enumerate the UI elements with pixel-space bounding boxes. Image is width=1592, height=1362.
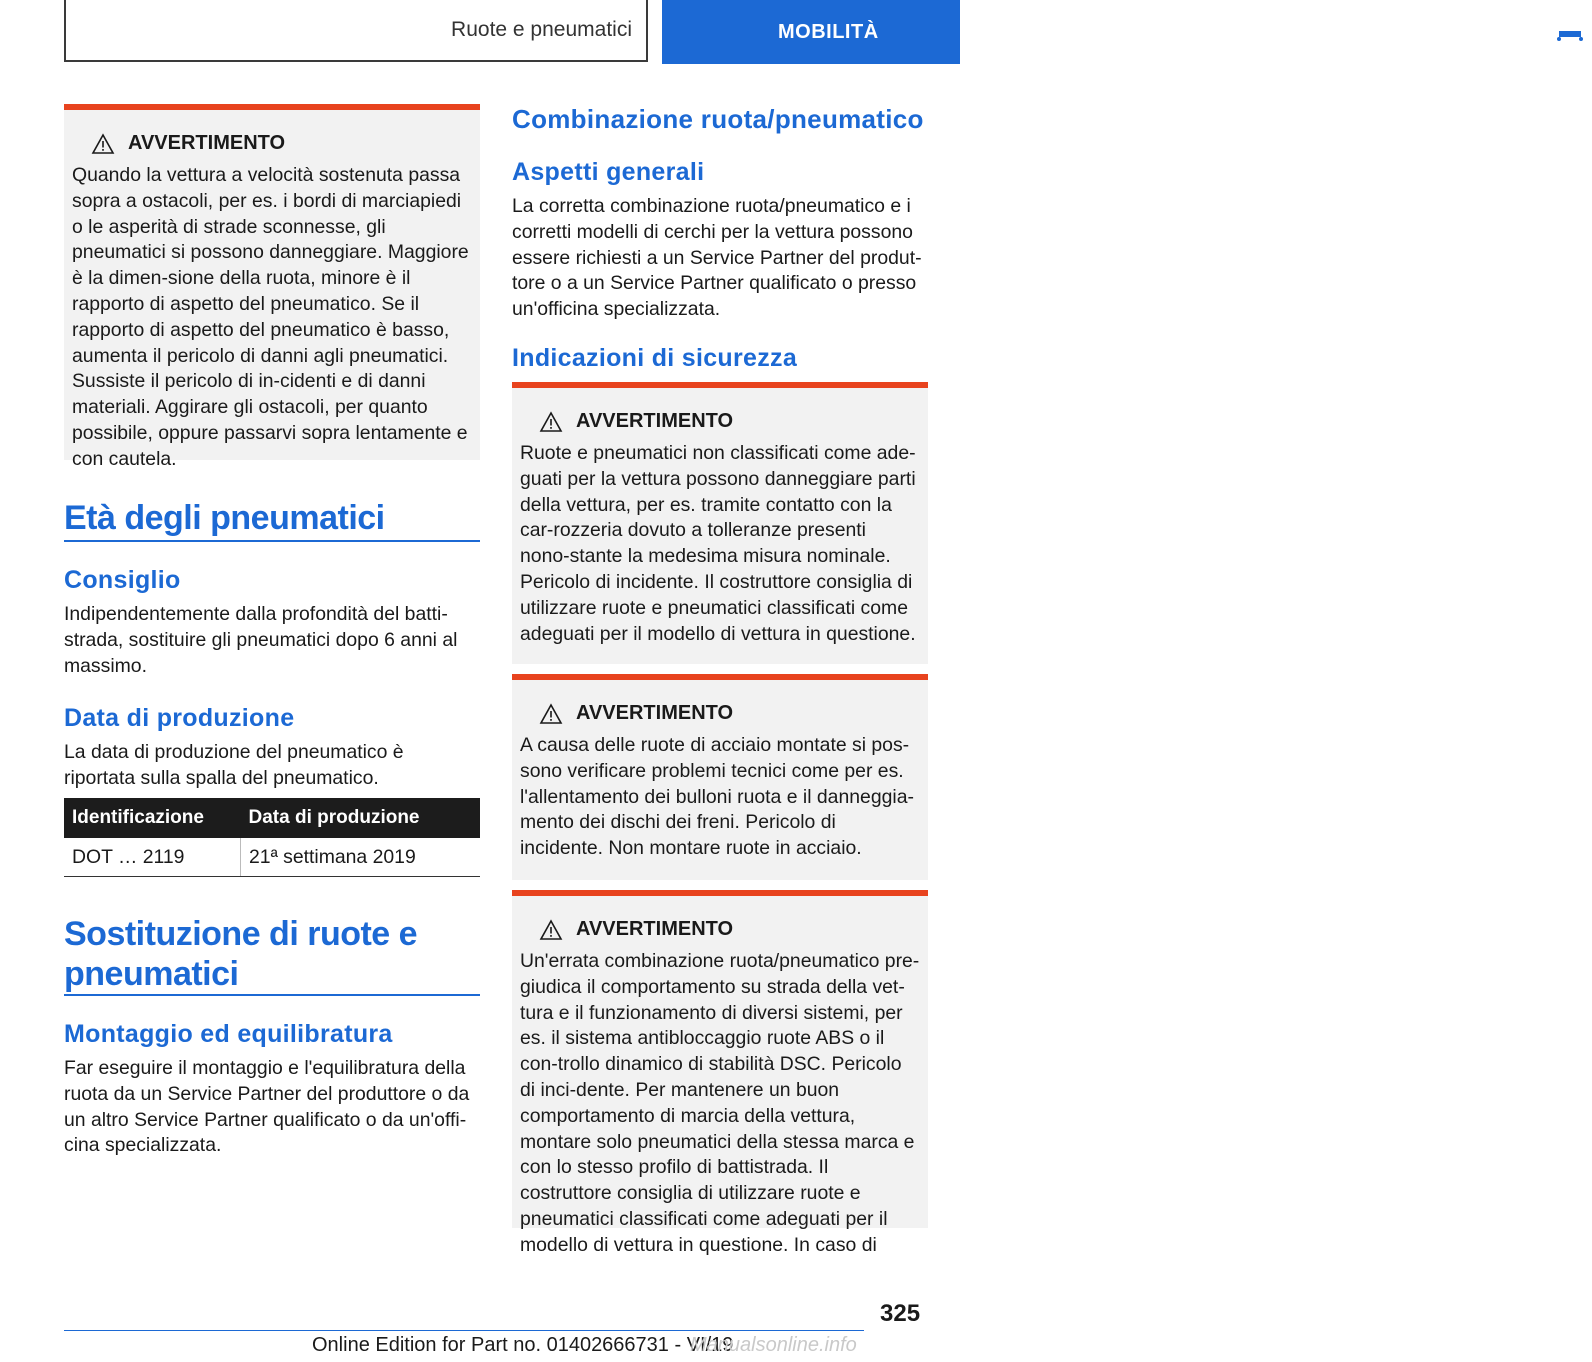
heading-rule [64,994,480,996]
warning-box-steel-wheels [512,674,928,880]
warning-triangle-icon [92,134,114,154]
table-row [64,838,480,877]
mounting-text: Far eseguire il montaggio e l'equilibratura della ruota da un Service Partner del produttore o da un altro Service Partner qualificato o da un'offi-cina specializzata. [64,1057,470,1157]
heading-rule [64,540,480,542]
warning-title: AVVERTIMENTO [540,702,920,725]
watermark: Manualsonline.info [690,1334,857,1356]
subheading-general: Aspetti generali [512,158,705,186]
table-cell-dot: DOT … 2119 [64,838,241,877]
warning-triangle-icon [540,412,562,432]
production-table [64,798,480,877]
warning-box-speed [64,104,480,470]
table-header-identification: Identificazione [64,798,241,838]
warning-text: Quando la vettura a velocità sostenuta passa sopra a ostacoli, per es. i bordi di marciapiedi o le asperità di strade sconnesse, gli pneumatici si possono danneggiare. Maggiore è la dimen-sione della ruota, minore è il rapporto di aspetto del pneumatico. Se il rapporto di aspetto del pneumatico è basso, aumenta il pericolo di danni agli pneumatici. Sussiste il pericolo di in-cidenti e di danni materiali. Aggirare gli ostacoli, per quanto possibile, oppure passarvi sopra lentamente e con cautela. [72,164,469,470]
subheading-mounting: Montaggio ed equilibratura [64,1020,393,1048]
heading-wheel-tire-combination: Combinazione ruota/pneumatico [512,104,924,134]
heading-tire-age: Età degli pneumatici [64,499,385,537]
subheading-production-date: Data di produzione [64,704,295,732]
general-text: La corretta combinazione ruota/pneumatico e i corretti modelli di cerchi per la vettura possono essere richiesti a un Service Partner del produt-tore o a un Service Partner qualificato o presso un'officina specializzata. [512,195,922,321]
table-header-row [64,798,480,838]
production-text: La data di produzione del pneumatico è riportata sulla spalla del pneumatico. [64,741,404,789]
section-title: Ruote e pneumatici [451,18,632,41]
warning-box-unclassified [512,382,928,664]
warning-text: Un'errata combinazione ruota/pneumatico pre-giudica il comportamento su strada della vet-tura e il funzionamento di diversi sistemi, per es. il sistema antibloccaggio ruote ABS o il con-trollo dinamico di stabilità DSC. Pericolo di inci-dente. Per mantenere un buon comportamento di marcia della vettura, montare solo pneumatici della stessa marca e con lo stesso profilo di battistrada. Il costruttore consiglia di utilizzare ruote e pneumatici classificati come adeguati per il modello di vettura in questione. In caso di [520,950,920,1256]
warning-text: A causa delle ruote di acciaio montate si pos-sono verificare problemi tecnici come per es. l'allentamento dei bulloni ruota e il danneggia-mento dei dischi dei freni. Pericolo di incidente. Non montare ruote in acciaio. [520,734,914,860]
table-header-production-date: Data di produzione [241,798,481,838]
subheading-safety: Indicazioni di sicurezza [512,344,798,372]
warning-title: AVVERTIMENTO [540,410,920,433]
car-icon [1548,26,1592,48]
warning-title: AVVERTIMENTO [540,918,920,941]
table-cell-week: 21ª settimana 2019 [241,838,481,877]
warning-text: Ruote e pneumatici non classificati come ade-guati per la vettura possono danneggiare parti della vettura, per es. tramite contatto con la car-rozzeria dovuto a tolleranze presenti nono-stante la medesima misura nominale. Pericolo di incidente. Il costruttore consiglia di utilizzare ruote e pneumatici classificati come adeguati per il modello di vettura in questione. [520,442,916,645]
chapter-tab-label: MOBILITÀ [778,20,879,43]
warning-triangle-icon [540,704,562,724]
section-header [64,0,648,62]
warning-title: AVVERTIMENTO [92,132,472,155]
warning-box-wrong-combination [512,890,928,1256]
page-number: 325 [880,1300,921,1327]
footer-rule [64,1330,864,1331]
advice-text: Indipendentemente dalla profondità del batti-strada, sostituire gli pneumatici dopo 6 anni al massimo. [64,603,458,677]
chapter-tab[interactable] [662,0,960,64]
subheading-advice: Consiglio [64,566,181,594]
edition-text: Online Edition for Part no. 01402666731 - VI/19 [312,1334,734,1356]
heading-replace-wheels: Sostituzione di ruote e pneumatici [64,915,418,993]
warning-triangle-icon [540,920,562,940]
